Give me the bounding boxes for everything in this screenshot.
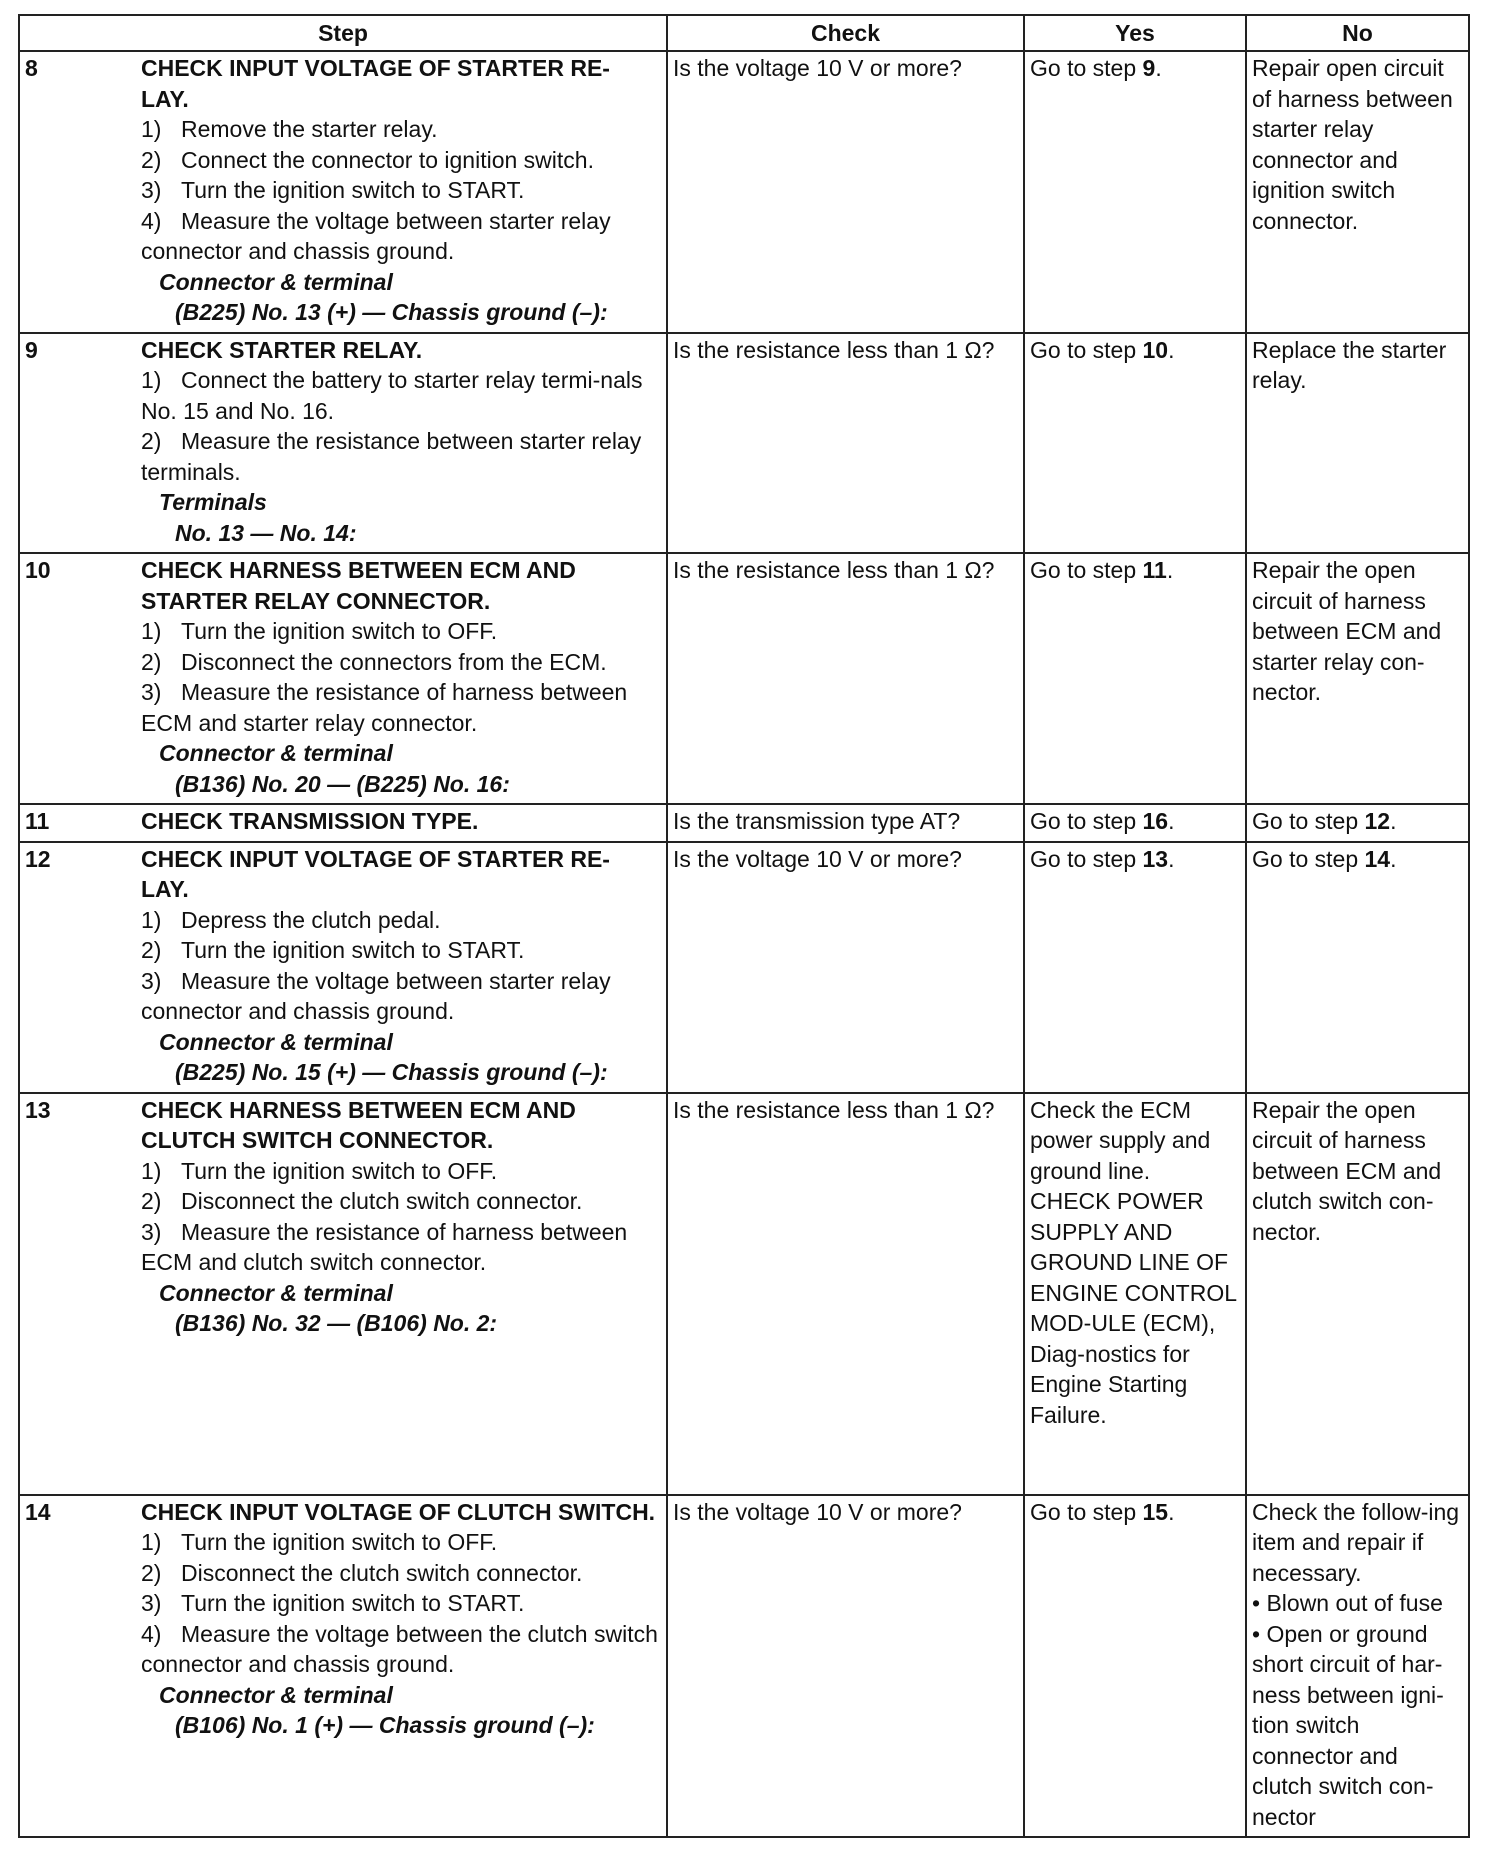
substep: 1) Connect the battery to starter relay termi-nals No. 15 and No. 16. [141,367,643,424]
no-bullet: • Open or ground short circuit of har-ness between igni-tion switch connector and clutch switch con-nector [1252,1620,1444,1830]
substep: 1) Turn the ignition switch to OFF. [141,1529,498,1555]
step-number: 14 [25,1498,51,1525]
substep: 1) Depress the clutch pedal. [141,906,441,933]
step-cell [19,1495,667,1838]
check-cell: Is the resistance less than 1 Ω? [667,1093,1024,1495]
step-number: 9 [25,336,38,363]
step-cell [19,842,667,1093]
table-row [19,804,1469,842]
no-cell: Replace the starter relay. [1246,333,1469,554]
yes-cell: Go to step 9. [1024,51,1246,333]
connector-label: Connector & terminal [159,1681,393,1708]
check-cell: Is the resistance less than 1 Ω? [667,333,1024,554]
substep: 2) Disconnect the connectors from the ECM. [141,648,607,675]
header-step: Step [19,15,667,51]
step-title: CHECK TRANSMISSION TYPE. [141,808,479,834]
substep: 2) Disconnect the clutch switch connector. [141,1559,583,1586]
header-row [19,15,1469,51]
step-title: CHECK INPUT VOLTAGE OF CLUTCH SWITCH. [141,1498,656,1525]
bullet-icon: • [1252,1590,1267,1616]
step-number: 12 [25,845,51,872]
no-cell: Repair open circuit of harness between starter relay connector and ignition switch connector. [1246,51,1469,333]
table-row [19,553,1469,804]
table-row [19,333,1469,554]
connector-label: Connector & terminal [159,1279,393,1306]
bullet-icon: • [1252,1620,1267,1647]
step-cell [19,333,667,554]
substep: 3) Turn the ignition switch to START. [141,1590,525,1616]
substep: 2) Connect the connector to ignition switch. [141,146,594,173]
substep: 1) Turn the ignition switch to OFF. [141,618,498,644]
yes-text: Check the ECM power supply and ground line. [1030,1096,1211,1184]
connector-value: No. 13 — No. 14: [175,519,357,546]
diagnostic-table-wrapper [18,14,1468,1838]
step-cell [19,1093,667,1495]
diagnostic-table [18,14,1470,1838]
header-yes: Yes [1024,15,1246,51]
step-title: CHECK STARTER RELAY. [141,336,423,363]
connector-label: Connector & terminal [159,268,393,295]
yes-cell: Go to step 11. [1024,553,1246,804]
header-no: No [1246,15,1469,51]
substep: 2) Measure the resistance between starter relay terminals. [141,428,642,485]
check-cell: Is the voltage 10 V or more? [667,842,1024,1093]
substep: 1) Turn the ignition switch to OFF. [141,1157,498,1184]
substep: 2) Disconnect the clutch switch connector. [141,1188,583,1214]
substep: 3) Measure the voltage between starter relay connector and chassis ground. [141,967,611,1024]
step-title: CHECK INPUT VOLTAGE OF STARTER RE- LAY. [141,845,610,902]
step-cell [19,553,667,804]
yes-cell: Go to step 16. [1024,804,1246,842]
check-cell: Is the resistance less than 1 Ω? [667,553,1024,804]
no-cell [1246,1495,1469,1838]
substep: 3) Turn the ignition switch to START. [141,177,525,203]
check-cell: Is the voltage 10 V or more? [667,1495,1024,1838]
substep: 4) Measure the voltage between starter relay connector and chassis ground. [141,207,611,264]
table-row [19,51,1469,333]
table-row [19,1093,1469,1495]
table-row [19,1495,1469,1838]
no-cell: Repair the open circuit of harness between ECM and clutch switch con-nector. [1246,1093,1469,1495]
check-cell: Is the voltage 10 V or more? [667,51,1024,333]
step-number: 11 [25,808,50,834]
step-title: CHECK HARNESS BETWEEN ECM AND CLUTCH SWITCH CONNECTOR. [141,1096,576,1153]
substep: 3) Measure the resistance of harness between ECM and starter relay connector. [141,679,628,736]
connector-label: Connector & terminal [159,1028,393,1055]
yes-cell: Go to step 15. [1024,1495,1246,1838]
no-bullet: • Blown out of fuse [1252,1590,1443,1616]
connector-value: (B106) No. 1 (+) — Chassis ground (–): [175,1712,595,1738]
no-cell: Go to step 12. [1246,804,1469,842]
connector-value: (B225) No. 13 (+) — Chassis ground (–): [175,299,608,325]
connector-value: (B225) No. 15 (+) — Chassis ground (–): [175,1059,608,1085]
step-title: CHECK INPUT VOLTAGE OF STARTER RE- LAY. [141,55,610,112]
no-cell: Repair the open circuit of harness between ECM and starter relay con-nector. [1246,553,1469,804]
step-title: CHECK HARNESS BETWEEN ECM AND STARTER RELAY CONNECTOR. [141,557,576,614]
header-check: Check [667,15,1024,51]
connector-value: (B136) No. 32 — (B106) No. 2: [175,1310,498,1336]
connector-value: (B136) No. 20 — (B225) No. 16: [175,770,510,797]
no-text: Check the follow-ing item and repair if necessary. [1252,1498,1460,1586]
substep: 3) Measure the resistance of harness between ECM and clutch switch connector. [141,1218,628,1275]
yes-cell: Go to step 13. [1024,842,1246,1093]
yes-cell [1024,1093,1246,1495]
table-row [19,842,1469,1093]
substep: 4) Measure the voltage between the clutch switch connector and chassis ground. [141,1620,658,1677]
yes-cell: Go to step 10. [1024,333,1246,554]
yes-reference: CHECK POWER SUPPLY AND GROUND LINE OF ENGINE CONTROL MOD-ULE (ECM), Diag-nostics for Engine Starting Failure. [1030,1188,1237,1428]
connector-label: Connector & terminal [159,740,393,766]
no-cell: Go to step 14. [1246,842,1469,1093]
check-cell: Is the transmission type AT? [667,804,1024,842]
substep: 1) Remove the starter relay. [141,116,438,142]
step-number: 10 [25,557,51,583]
step-cell [19,804,667,842]
step-number: 8 [25,55,38,81]
connector-label: Terminals [159,489,267,515]
step-number: 13 [25,1096,51,1123]
substep: 2) Turn the ignition switch to START. [141,937,525,963]
step-cell [19,51,667,333]
